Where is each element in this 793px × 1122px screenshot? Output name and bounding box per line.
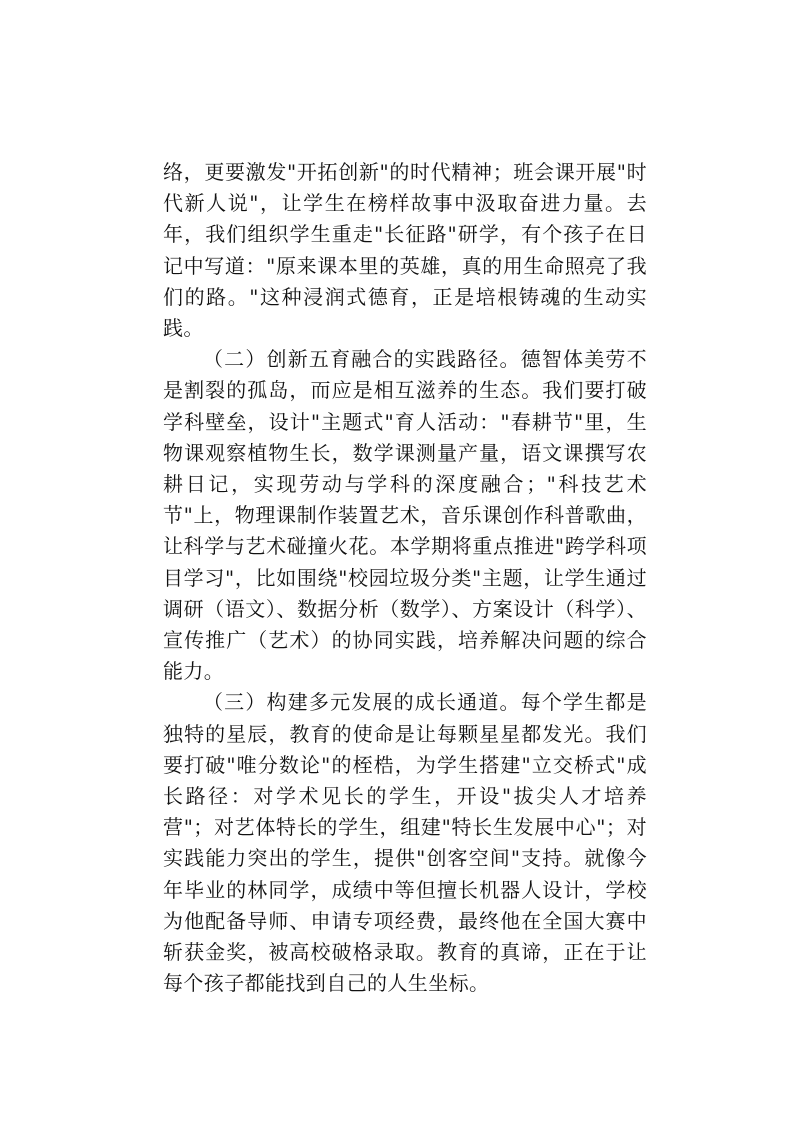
document-body	[163, 157, 647, 999]
paragraph-continuation: 络，更要激发"开拓创新"的时代精神；班会课开展"时代新人说"，让学生在榜样故事中汲取奋进力量。去年，我们组织学生重走"长征路"研学，有个孩子在日记中写道："原来课本里的英雄，真的用生命照亮了我们的路。"这种浸润式德育，正是培根铸魂的生动实践。	[163, 160, 647, 341]
paragraph-wuyu-fusion: （二）创新五育融合的实践路径。德智体美劳不是割裂的孤岛，而应是相互滋养的生态。我们要打破学科壁垒，设计"主题式"育人活动："春耕节"里，生物课观察植物生长，数学课测量产量，语文课撰写农耕日记，实现劳动与学科的深度融合；"科技艺术节"上，物理课制作装置艺术，音乐课创作科普歌曲，让科学与艺术碰撞火花。本学期将重点推进"跨学科项目学习"，比如围绕"校园垃圾分类"主题，让学生通过调研（语文）、数据分析（数学）、方案设计（科学）、宣传推广（艺术）的协同实践，培养解决问题的综合能力。	[163, 347, 647, 684]
paragraph-growth-channels: （三）构建多元发展的成长通道。每个学生都是独特的星辰，教育的使命是让每颗星星都发光。我们要打破"唯分数论"的桎梏，为学生搭建"立交桥式"成长路径：对学术见长的学生，开设"拔尖人才培养营"；对艺体特长的学生，组建"特长生发展中心"；对实践能力突出的学生，提供"创客空间"支持。就像今年毕业的林同学，成绩中等但擅长机器人设计，学校为他配备导师、申请专项经费，最终他在全国大赛中斩获金奖，被高校破格录取。教育的真谛，正在于让每个孩子都能找到自己的人生坐标。	[163, 690, 647, 996]
